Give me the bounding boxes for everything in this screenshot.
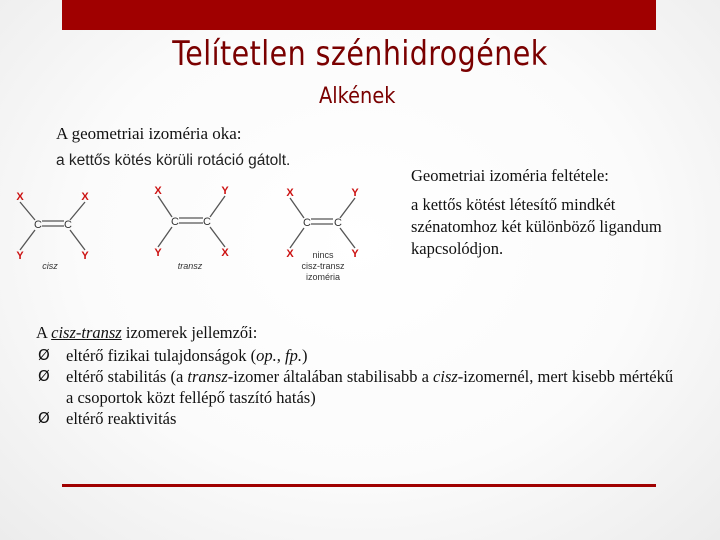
atom-c: C [64,219,72,231]
atom-y: Y [81,250,89,262]
atom-x: X [221,247,229,259]
features-list [36,345,676,429]
list-item: Ø eltérő stabilitás (a transz-izomer általában stabilisabb a cisz-izomernél, mert kisebb mértékű a csoportok közt fellépő taszító hatás) [38,367,674,407]
atom-y: Y [221,185,229,197]
atom-x: X [16,191,24,203]
list-item: Ø eltérő reaktivitás [38,409,177,428]
atom-y: Y [16,250,24,262]
structure-no-isomer [286,187,359,282]
cis-trans-diagram [0,180,400,290]
atom-y: Y [154,247,162,259]
cause-heading: A geometriai izoméria oka: [56,124,242,143]
condition-text: a kettős kötést létesítő mindkét szénatomhoz két különböző ligandum kapcsolódjon. [411,195,662,258]
top-accent-bar [62,0,656,30]
atom-c: C [171,216,179,228]
features-heading: A cisz-transz izomerek jellemzői: [36,323,258,342]
cause-text: a kettős kötés körüli rotáció gátolt. [56,152,291,169]
atom-y: Y [351,187,359,199]
slide-title: Telítetlen szénhidrogének [172,34,548,74]
label-cis: cisz [42,261,58,271]
atom-x: X [286,248,294,260]
condition-heading: Geometriai izoméria feltétele: [411,166,609,185]
atom-c: C [303,217,311,229]
atom-c: C [34,219,42,231]
atom-x: X [154,185,162,197]
atom-y: Y [351,248,359,260]
atom-c: C [203,216,211,228]
slide-subtitle: Alkének [319,84,396,109]
atom-x: X [286,187,294,199]
arrow-bullet-icon: Ø [38,409,50,427]
features-section [36,322,676,429]
structure-cis [16,191,89,271]
label-no-isomer-line2: cisz-transz [301,261,345,271]
cis-trans-term: cisz-transz [51,323,122,342]
atom-c: C [334,217,342,229]
label-no-isomer-line3: izoméria [305,272,341,282]
structure-trans [154,185,229,271]
list-item: Ø eltérő fizikai tulajdonságok (op., fp.) [38,346,308,365]
arrow-bullet-icon: Ø [38,346,50,364]
atom-x: X [81,191,89,203]
bottom-accent-line [62,484,656,487]
label-trans: transz [177,261,203,271]
label-no-isomer-line1: nincs [312,250,334,260]
arrow-bullet-icon: Ø [38,367,50,385]
